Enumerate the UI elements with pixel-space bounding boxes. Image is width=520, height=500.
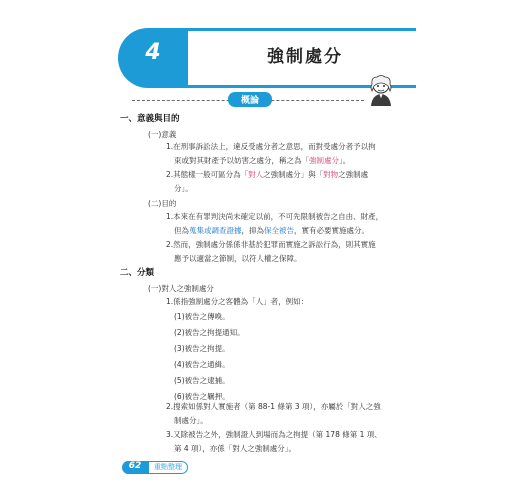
subsection-label-meaning: (一)意義 (148, 130, 177, 139)
highlight-term: 保全被告 (264, 226, 294, 235)
subsection-label-personal: (一)對人之強制處分 (148, 284, 214, 293)
paragraph-line (166, 168, 368, 182)
text-run: ，實有必要實施處分。 (294, 226, 369, 235)
paragraph-purpose-1 (166, 210, 383, 238)
chapter-title: 強制處分 (267, 47, 343, 67)
list-item: (5)被告之逮捕。 (174, 376, 230, 385)
list-item: (4)被告之通緝。 (174, 360, 230, 369)
paragraph-line: 1.在刑事訴訟法上，違反受處分者之意思，而對受處分者予以拘 (166, 142, 376, 151)
list-item: (1)被告之傳喚。 (174, 312, 230, 321)
list-item: (6)被告之羈押。 (174, 392, 230, 401)
paragraph-line (166, 154, 376, 168)
text-run: ，抑為 (241, 226, 264, 235)
paragraph-line: 3.又除被告之外，強制證人到場而為之拘提（第 178 條第 1 項、 (166, 430, 382, 439)
paragraph-line: 2.搜索如係對人實施者（第 88-1 條第 3 項），亦屬於「對人之強 (166, 402, 381, 411)
text-run: 2.其態樣一般可區分為「 (166, 170, 249, 179)
chapter-number: 4 (145, 40, 161, 65)
section-heading-classification: 二、分類 (120, 268, 155, 278)
paragraph-line: 應予以適當之節制，以符人權之保障。 (174, 254, 302, 263)
paragraph-line: 1.本來在有罪判決尚未確定以前，不可先限制被告之自由、財產， (166, 212, 384, 221)
overview-label: 概論 (228, 92, 272, 107)
highlight-term: 對物 (323, 170, 339, 179)
paragraph-types (166, 168, 368, 196)
list-item: (2)被告之拘提通知。 (174, 328, 245, 337)
paragraph-line: 第 4 項），亦係「對人之強制處分」。 (174, 444, 297, 453)
paragraph-line (166, 224, 383, 238)
paragraph-line: 2.然而，強制處分係係非基於犯罪而實施之訴訟行為，則其實施 (166, 240, 376, 249)
text-run: 」。 (339, 156, 351, 165)
highlight-term: 蒐集或調查證據 (189, 226, 242, 235)
judge-illustration-icon (366, 74, 396, 106)
list-item: (3)被告之拘提。 (174, 344, 230, 353)
paragraph-witness (166, 428, 382, 456)
highlight-term: 強制處分 (309, 156, 339, 165)
paragraph-search (166, 400, 381, 428)
paragraph-personal-intro: 1.係指強制處分之客體為「人」者，例如： (166, 297, 309, 306)
text-run: 之強制處分」與「 (263, 170, 324, 179)
text-run: 但為 (174, 226, 189, 235)
paragraph-line: 制處分」。 (174, 416, 208, 425)
text-run: 之強制處 (338, 170, 369, 179)
text-run: 束或對其財產予以妨害之處分，稱之為「 (174, 156, 309, 165)
subsection-label-purpose: (二)目的 (148, 199, 177, 208)
paragraph-line: 分」。 (174, 184, 193, 193)
footer-label: 重點整理 (148, 461, 188, 474)
page-number: 62 (128, 461, 142, 471)
paragraph-purpose-2 (166, 238, 376, 266)
section-heading-meaning: 一、意義與目的 (120, 114, 180, 124)
measure-list (174, 310, 245, 406)
highlight-term: 對人 (248, 170, 264, 179)
paragraph-definition (166, 140, 376, 168)
